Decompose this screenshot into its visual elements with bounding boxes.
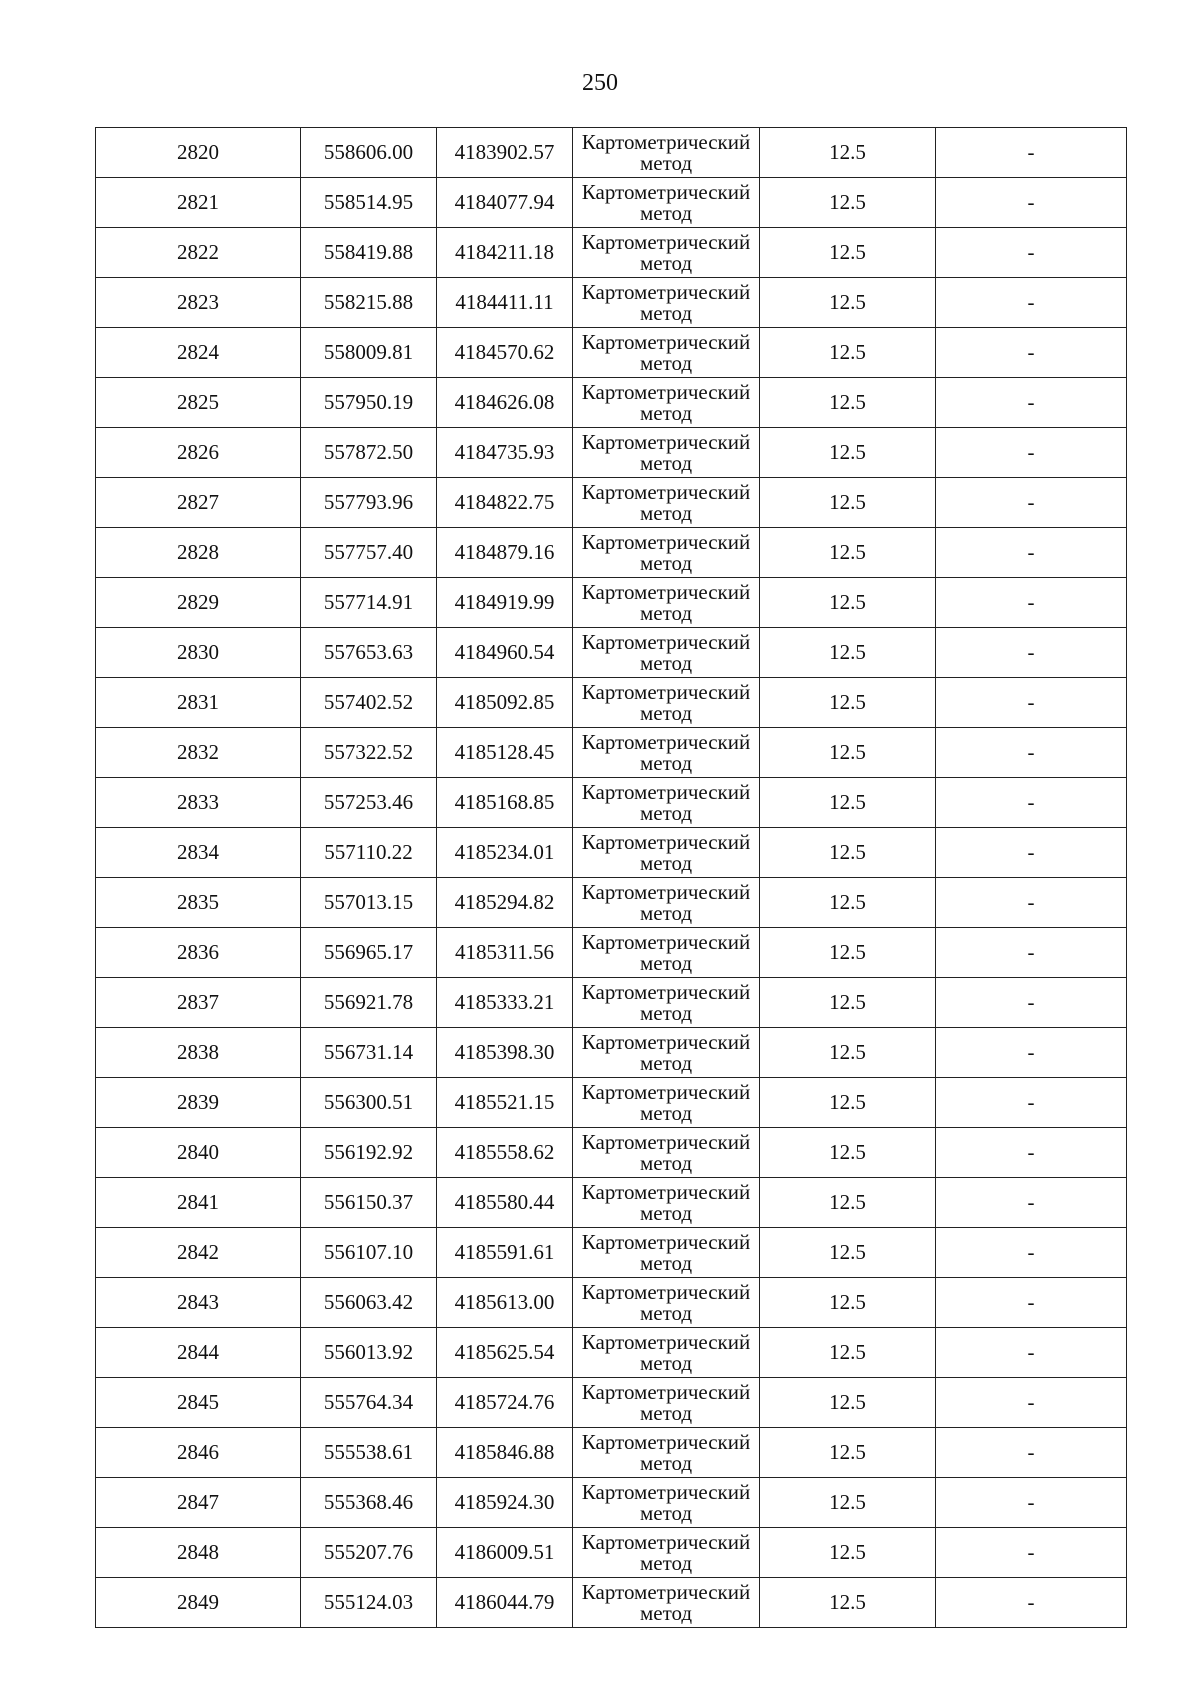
- note-cell: -: [936, 1128, 1127, 1178]
- note-cell: -: [936, 878, 1127, 928]
- point-number-cell: 2839: [96, 1078, 301, 1128]
- accuracy-cell: 12.5: [760, 1328, 936, 1378]
- x-coordinate-cell: 558009.81: [301, 328, 437, 378]
- point-number-cell: 2834: [96, 828, 301, 878]
- method-line-2: метод: [639, 200, 693, 225]
- method-line-2: метод: [639, 1600, 693, 1625]
- method-cell: [573, 1478, 760, 1528]
- method-line-1: Картометрический: [581, 1229, 751, 1254]
- y-coordinate-cell: 4186009.51: [437, 1528, 573, 1578]
- point-number-cell: 2831: [96, 678, 301, 728]
- note-cell: -: [936, 628, 1127, 678]
- y-coordinate-cell: 4184735.93: [437, 428, 573, 478]
- y-coordinate-cell: 4185558.62: [437, 1128, 573, 1178]
- method-cell: [573, 1578, 760, 1628]
- accuracy-cell: 12.5: [760, 778, 936, 828]
- method-line-2: метод: [639, 1050, 693, 1075]
- y-coordinate-cell: 4183902.57: [437, 128, 573, 178]
- accuracy-cell: 12.5: [760, 928, 936, 978]
- note-cell: -: [936, 478, 1127, 528]
- method-cell: [573, 278, 760, 328]
- note-cell: -: [936, 1578, 1127, 1628]
- x-coordinate-cell: 556731.14: [301, 1028, 437, 1078]
- accuracy-cell: 12.5: [760, 1078, 936, 1128]
- table-row: [96, 1278, 1127, 1328]
- y-coordinate-cell: 4185311.56: [437, 928, 573, 978]
- method-line-1: Картометрический: [581, 779, 751, 804]
- table-row: [96, 228, 1127, 278]
- method-line-1: Картометрический: [581, 1579, 751, 1604]
- point-number-cell: 2823: [96, 278, 301, 328]
- method-cell: [573, 1078, 760, 1128]
- x-coordinate-cell: 558606.00: [301, 128, 437, 178]
- x-coordinate-cell: 557950.19: [301, 378, 437, 428]
- table-row: [96, 1428, 1127, 1478]
- point-number-cell: 2826: [96, 428, 301, 478]
- table-row: [96, 878, 1127, 928]
- method-line-2: метод: [639, 1500, 693, 1525]
- y-coordinate-cell: 4184411.11: [437, 278, 573, 328]
- method-line-1: Картометрический: [581, 1429, 751, 1454]
- method-line-1: Картометрический: [581, 429, 751, 454]
- y-coordinate-cell: 4185294.82: [437, 878, 573, 928]
- table-row: [96, 1478, 1127, 1528]
- x-coordinate-cell: 556013.92: [301, 1328, 437, 1378]
- method-cell: [573, 1528, 760, 1578]
- method-line-1: Картометрический: [581, 229, 751, 254]
- x-coordinate-cell: 557653.63: [301, 628, 437, 678]
- point-number-cell: 2820: [96, 128, 301, 178]
- method-cell: [573, 178, 760, 228]
- method-cell: [573, 1028, 760, 1078]
- method-line-2: метод: [639, 1200, 693, 1225]
- x-coordinate-cell: 556965.17: [301, 928, 437, 978]
- point-number-cell: 2835: [96, 878, 301, 928]
- table-row: [96, 1028, 1127, 1078]
- method-line-1: Картометрический: [581, 629, 751, 654]
- y-coordinate-cell: 4185924.30: [437, 1478, 573, 1528]
- point-number-cell: 2848: [96, 1528, 301, 1578]
- method-line-2: метод: [639, 950, 693, 975]
- y-coordinate-cell: 4185521.15: [437, 1078, 573, 1128]
- accuracy-cell: 12.5: [760, 178, 936, 228]
- note-cell: -: [936, 678, 1127, 728]
- table-row: [96, 978, 1127, 1028]
- method-cell: [573, 1278, 760, 1328]
- method-line-1: Картометрический: [581, 379, 751, 404]
- method-cell: [573, 128, 760, 178]
- method-line-1: Картометрический: [581, 979, 751, 1004]
- x-coordinate-cell: 556150.37: [301, 1178, 437, 1228]
- method-line-2: метод: [639, 1400, 693, 1425]
- note-cell: -: [936, 578, 1127, 628]
- method-line-2: метод: [639, 1100, 693, 1125]
- table-row: [96, 1228, 1127, 1278]
- accuracy-cell: 12.5: [760, 628, 936, 678]
- page-number: 250: [582, 70, 618, 96]
- point-number-cell: 2837: [96, 978, 301, 1028]
- table-row: [96, 278, 1127, 328]
- y-coordinate-cell: 4185333.21: [437, 978, 573, 1028]
- method-line-2: метод: [639, 150, 693, 175]
- note-cell: -: [936, 928, 1127, 978]
- accuracy-cell: 12.5: [760, 1278, 936, 1328]
- point-number-cell: 2825: [96, 378, 301, 428]
- note-cell: -: [936, 1078, 1127, 1128]
- point-number-cell: 2844: [96, 1328, 301, 1378]
- note-cell: -: [936, 1378, 1127, 1428]
- method-line-2: метод: [639, 700, 693, 725]
- point-number-cell: 2847: [96, 1478, 301, 1528]
- method-line-1: Картометрический: [581, 279, 751, 304]
- method-line-2: метод: [639, 500, 693, 525]
- accuracy-cell: 12.5: [760, 128, 936, 178]
- point-number-cell: 2845: [96, 1378, 301, 1428]
- method-cell: [573, 228, 760, 278]
- x-coordinate-cell: 555124.03: [301, 1578, 437, 1628]
- x-coordinate-cell: 557013.15: [301, 878, 437, 928]
- point-number-cell: 2830: [96, 628, 301, 678]
- method-line-1: Картометрический: [581, 1329, 751, 1354]
- method-cell: [573, 1428, 760, 1478]
- method-line-1: Картометрический: [581, 1479, 751, 1504]
- note-cell: -: [936, 1428, 1127, 1478]
- accuracy-cell: 12.5: [760, 278, 936, 328]
- note-cell: -: [936, 1478, 1127, 1528]
- method-cell: [573, 578, 760, 628]
- accuracy-cell: 12.5: [760, 1578, 936, 1628]
- method-line-1: Картометрический: [581, 1079, 751, 1104]
- accuracy-cell: 12.5: [760, 578, 936, 628]
- method-line-1: Картометрический: [581, 129, 751, 154]
- accuracy-cell: 12.5: [760, 528, 936, 578]
- x-coordinate-cell: 558215.88: [301, 278, 437, 328]
- x-coordinate-cell: 557714.91: [301, 578, 437, 628]
- accuracy-cell: 12.5: [760, 878, 936, 928]
- point-number-cell: 2846: [96, 1428, 301, 1478]
- method-line-2: метод: [639, 1000, 693, 1025]
- method-cell: [573, 828, 760, 878]
- accuracy-cell: 12.5: [760, 228, 936, 278]
- method-cell: [573, 478, 760, 528]
- accuracy-cell: 12.5: [760, 428, 936, 478]
- method-cell: [573, 528, 760, 578]
- note-cell: -: [936, 378, 1127, 428]
- point-number-cell: 2842: [96, 1228, 301, 1278]
- method-cell: [573, 728, 760, 778]
- y-coordinate-cell: 4185625.54: [437, 1328, 573, 1378]
- coordinates-table: [95, 127, 1127, 1628]
- note-cell: -: [936, 1328, 1127, 1378]
- note-cell: -: [936, 728, 1127, 778]
- y-coordinate-cell: 4185846.88: [437, 1428, 573, 1478]
- table-row: [96, 528, 1127, 578]
- x-coordinate-cell: 556921.78: [301, 978, 437, 1028]
- method-line-2: метод: [639, 1300, 693, 1325]
- note-cell: -: [936, 128, 1127, 178]
- table-row: [96, 1378, 1127, 1428]
- accuracy-cell: 12.5: [760, 1478, 936, 1528]
- point-number-cell: 2824: [96, 328, 301, 378]
- accuracy-cell: 12.5: [760, 1228, 936, 1278]
- method-line-1: Картометрический: [581, 1029, 751, 1054]
- accuracy-cell: 12.5: [760, 378, 936, 428]
- note-cell: -: [936, 428, 1127, 478]
- table-row: [96, 678, 1127, 728]
- table-row: [96, 1178, 1127, 1228]
- method-line-1: Картометрический: [581, 579, 751, 604]
- y-coordinate-cell: 4185591.61: [437, 1228, 573, 1278]
- point-number-cell: 2840: [96, 1128, 301, 1178]
- point-number-cell: 2822: [96, 228, 301, 278]
- accuracy-cell: 12.5: [760, 328, 936, 378]
- method-line-2: метод: [639, 450, 693, 475]
- x-coordinate-cell: 556192.92: [301, 1128, 437, 1178]
- method-line-2: метод: [639, 550, 693, 575]
- method-cell: [573, 328, 760, 378]
- x-coordinate-cell: 555764.34: [301, 1378, 437, 1428]
- table-row: [96, 1328, 1127, 1378]
- x-coordinate-cell: 558514.95: [301, 178, 437, 228]
- table-row: [96, 1578, 1127, 1628]
- accuracy-cell: 12.5: [760, 1528, 936, 1578]
- method-line-1: Картометрический: [581, 929, 751, 954]
- point-number-cell: 2833: [96, 778, 301, 828]
- method-line-1: Картометрический: [581, 329, 751, 354]
- accuracy-cell: 12.5: [760, 1128, 936, 1178]
- x-coordinate-cell: 555368.46: [301, 1478, 437, 1528]
- y-coordinate-cell: 4184570.62: [437, 328, 573, 378]
- method-line-2: метод: [639, 1350, 693, 1375]
- accuracy-cell: 12.5: [760, 1428, 936, 1478]
- y-coordinate-cell: 4185092.85: [437, 678, 573, 728]
- method-cell: [573, 928, 760, 978]
- table-row: [96, 378, 1127, 428]
- method-line-2: метод: [639, 1250, 693, 1275]
- note-cell: -: [936, 1528, 1127, 1578]
- method-line-2: метод: [639, 300, 693, 325]
- method-line-1: Картометрический: [581, 179, 751, 204]
- note-cell: -: [936, 1278, 1127, 1328]
- method-line-2: метод: [639, 750, 693, 775]
- table-row: [96, 628, 1127, 678]
- table-row: [96, 428, 1127, 478]
- table-row: [96, 828, 1127, 878]
- note-cell: -: [936, 828, 1127, 878]
- table-row: [96, 128, 1127, 178]
- method-line-2: метод: [639, 250, 693, 275]
- note-cell: -: [936, 178, 1127, 228]
- method-line-2: метод: [639, 800, 693, 825]
- x-coordinate-cell: 557110.22: [301, 828, 437, 878]
- x-coordinate-cell: 557757.40: [301, 528, 437, 578]
- method-line-2: метод: [639, 350, 693, 375]
- accuracy-cell: 12.5: [760, 1378, 936, 1428]
- note-cell: -: [936, 278, 1127, 328]
- method-line-2: метод: [639, 1150, 693, 1175]
- point-number-cell: 2838: [96, 1028, 301, 1078]
- method-line-1: Картометрический: [581, 1179, 751, 1204]
- note-cell: -: [936, 978, 1127, 1028]
- method-line-1: Картометрический: [581, 879, 751, 904]
- table-row: [96, 328, 1127, 378]
- method-cell: [573, 428, 760, 478]
- accuracy-cell: 12.5: [760, 828, 936, 878]
- method-line-1: Картометрический: [581, 1129, 751, 1154]
- accuracy-cell: 12.5: [760, 478, 936, 528]
- y-coordinate-cell: 4185128.45: [437, 728, 573, 778]
- point-number-cell: 2821: [96, 178, 301, 228]
- x-coordinate-cell: 556300.51: [301, 1078, 437, 1128]
- y-coordinate-cell: 4184822.75: [437, 478, 573, 528]
- accuracy-cell: 12.5: [760, 1178, 936, 1228]
- method-line-1: Картометрический: [581, 1529, 751, 1554]
- method-line-2: метод: [639, 900, 693, 925]
- method-cell: [573, 678, 760, 728]
- method-cell: [573, 878, 760, 928]
- point-number-cell: 2827: [96, 478, 301, 528]
- method-line-1: Картометрический: [581, 679, 751, 704]
- method-line-1: Картометрический: [581, 529, 751, 554]
- method-cell: [573, 1328, 760, 1378]
- table-row: [96, 728, 1127, 778]
- y-coordinate-cell: 4185398.30: [437, 1028, 573, 1078]
- method-line-2: метод: [639, 1550, 693, 1575]
- x-coordinate-cell: 558419.88: [301, 228, 437, 278]
- method-cell: [573, 1378, 760, 1428]
- y-coordinate-cell: 4184879.16: [437, 528, 573, 578]
- table-row: [96, 1528, 1127, 1578]
- x-coordinate-cell: 555538.61: [301, 1428, 437, 1478]
- x-coordinate-cell: 556107.10: [301, 1228, 437, 1278]
- note-cell: -: [936, 1228, 1127, 1278]
- method-line-2: метод: [639, 1450, 693, 1475]
- accuracy-cell: 12.5: [760, 978, 936, 1028]
- point-number-cell: 2843: [96, 1278, 301, 1328]
- y-coordinate-cell: 4184960.54: [437, 628, 573, 678]
- y-coordinate-cell: 4186044.79: [437, 1578, 573, 1628]
- point-number-cell: 2836: [96, 928, 301, 978]
- method-cell: [573, 778, 760, 828]
- table-row: [96, 1078, 1127, 1128]
- method-line-2: метод: [639, 850, 693, 875]
- table-body: [96, 128, 1127, 1628]
- note-cell: -: [936, 228, 1127, 278]
- point-number-cell: 2849: [96, 1578, 301, 1628]
- method-cell: [573, 1228, 760, 1278]
- table-row: [96, 1128, 1127, 1178]
- method-line-1: Картометрический: [581, 729, 751, 754]
- method-line-1: Картометрический: [581, 829, 751, 854]
- y-coordinate-cell: 4185234.01: [437, 828, 573, 878]
- method-cell: [573, 628, 760, 678]
- method-cell: [573, 978, 760, 1028]
- table-row: [96, 178, 1127, 228]
- method-line-1: Картометрический: [581, 479, 751, 504]
- method-line-2: метод: [639, 650, 693, 675]
- note-cell: -: [936, 328, 1127, 378]
- accuracy-cell: 12.5: [760, 678, 936, 728]
- method-cell: [573, 1178, 760, 1228]
- x-coordinate-cell: 557322.52: [301, 728, 437, 778]
- method-line-2: метод: [639, 600, 693, 625]
- x-coordinate-cell: 557402.52: [301, 678, 437, 728]
- table-row: [96, 478, 1127, 528]
- accuracy-cell: 12.5: [760, 728, 936, 778]
- y-coordinate-cell: 4185724.76: [437, 1378, 573, 1428]
- method-line-1: Картометрический: [581, 1379, 751, 1404]
- method-cell: [573, 378, 760, 428]
- table-row: [96, 778, 1127, 828]
- table-row: [96, 578, 1127, 628]
- table-row: [96, 928, 1127, 978]
- point-number-cell: 2832: [96, 728, 301, 778]
- x-coordinate-cell: 557872.50: [301, 428, 437, 478]
- point-number-cell: 2829: [96, 578, 301, 628]
- method-line-2: метод: [639, 400, 693, 425]
- y-coordinate-cell: 4184077.94: [437, 178, 573, 228]
- y-coordinate-cell: 4184919.99: [437, 578, 573, 628]
- y-coordinate-cell: 4184211.18: [437, 228, 573, 278]
- x-coordinate-cell: 555207.76: [301, 1528, 437, 1578]
- method-line-1: Картометрический: [581, 1279, 751, 1304]
- point-number-cell: 2828: [96, 528, 301, 578]
- note-cell: -: [936, 1028, 1127, 1078]
- accuracy-cell: 12.5: [760, 1028, 936, 1078]
- note-cell: -: [936, 778, 1127, 828]
- note-cell: -: [936, 528, 1127, 578]
- method-cell: [573, 1128, 760, 1178]
- x-coordinate-cell: 557793.96: [301, 478, 437, 528]
- y-coordinate-cell: 4185168.85: [437, 778, 573, 828]
- y-coordinate-cell: 4184626.08: [437, 378, 573, 428]
- point-number-cell: 2841: [96, 1178, 301, 1228]
- y-coordinate-cell: 4185613.00: [437, 1278, 573, 1328]
- x-coordinate-cell: 556063.42: [301, 1278, 437, 1328]
- y-coordinate-cell: 4185580.44: [437, 1178, 573, 1228]
- x-coordinate-cell: 557253.46: [301, 778, 437, 828]
- note-cell: -: [936, 1178, 1127, 1228]
